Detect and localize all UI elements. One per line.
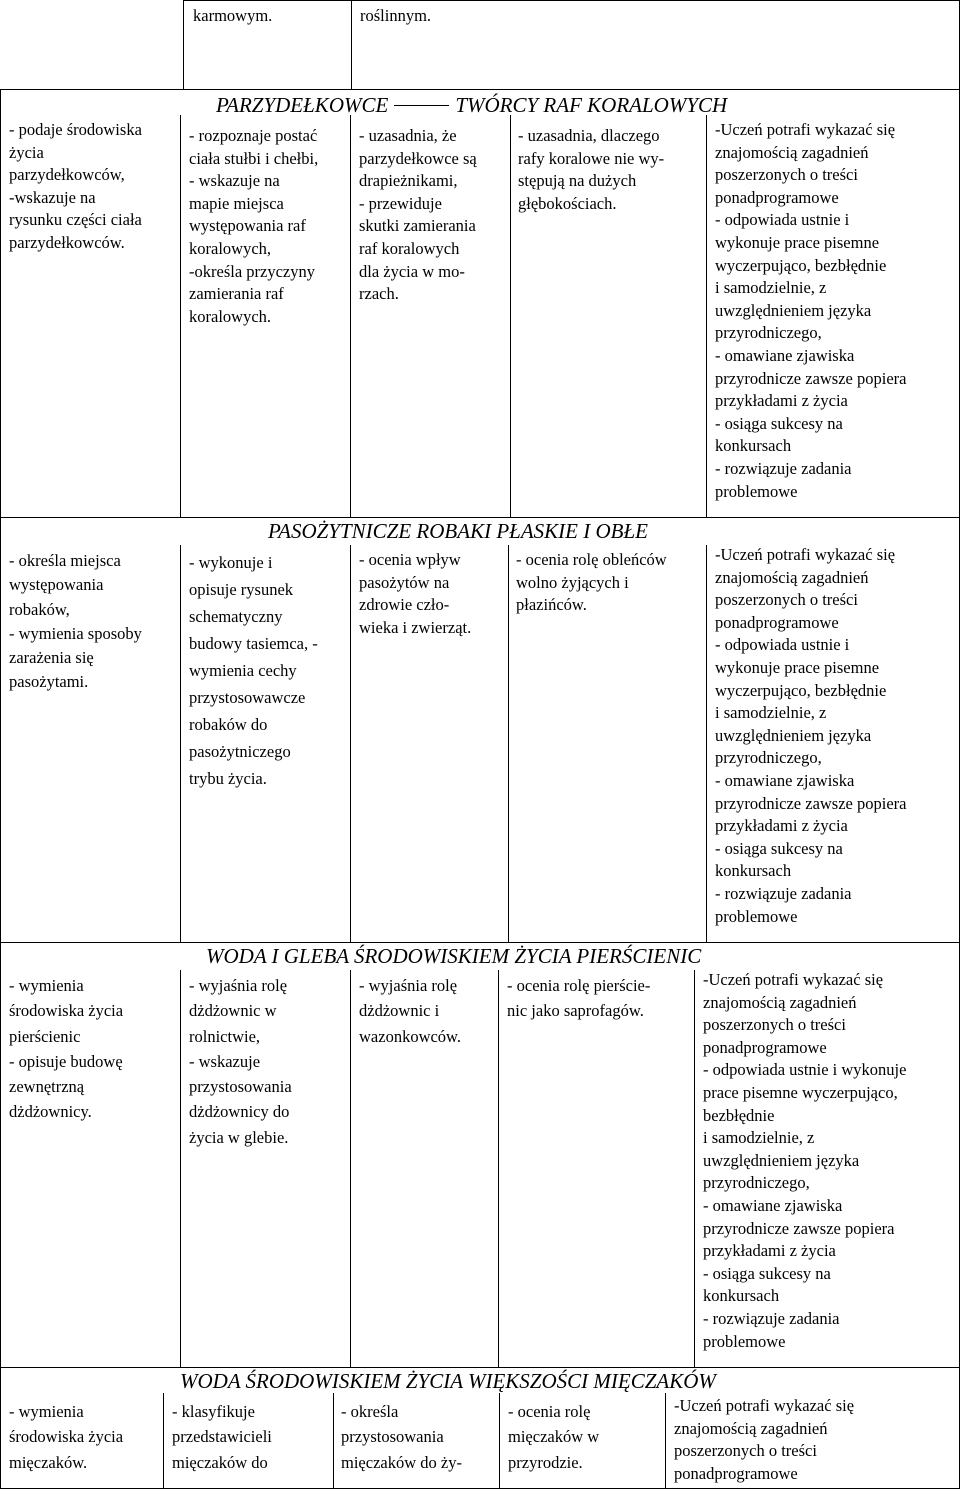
table-cell: [516, 549, 667, 617]
cell-line: - rozpoznaje postać: [189, 126, 318, 145]
table-cell: [359, 973, 461, 1049]
table-cell: [189, 973, 292, 1150]
cell-line: poszerzonych o treści: [674, 1441, 817, 1461]
cell-line: - wskazuje: [189, 1051, 261, 1071]
cell-line: - rozwiązuje zadania: [715, 883, 852, 903]
table-cell: [518, 125, 664, 215]
row-divider: [0, 942, 960, 943]
cell-line: - omawiane zjawiska: [715, 770, 855, 790]
table-cell: [674, 1395, 854, 1485]
row-divider: [0, 1367, 960, 1368]
cell-line: problemowe: [703, 1331, 786, 1351]
cell-line: znajomością zagadnień: [674, 1418, 828, 1438]
col-divider: [180, 970, 181, 1367]
table-cell: [703, 969, 906, 1353]
cell-line: - klasyfikuje: [172, 1402, 255, 1421]
row-divider: [183, 0, 960, 1]
cell-line: rysunku części ciała: [9, 210, 142, 230]
cell-line: - odpowiada ustnie i wykonuje: [703, 1060, 907, 1080]
cell-line: -Uczeń potrafi wykazać się: [715, 120, 896, 139]
cell-line: występowania: [9, 575, 104, 595]
cell-line: wykonuje prace pisemne: [715, 657, 880, 677]
cell-line: dla życia w mo-: [359, 261, 465, 281]
title-part-1: PARZYDEŁKOWCE: [216, 93, 389, 117]
cell-line: przystosowawcze: [189, 688, 306, 707]
cell-line: dżdżownicy do: [189, 1102, 290, 1122]
cell-line: życia: [9, 142, 44, 162]
cell-line: środowiska życia: [9, 1427, 124, 1447]
table-cell: [715, 544, 906, 928]
cell-line: przykładami z życia: [715, 816, 848, 836]
cell-line: - wymienia: [9, 1402, 84, 1421]
col-divider: [333, 1393, 334, 1489]
cell-line: - omawiane zjawiska: [703, 1195, 843, 1215]
cell-line: - ocenia rolę obleńców: [516, 550, 667, 569]
cell-line: -określa przyczyny: [189, 261, 315, 281]
cell-line: rolnictwie,: [189, 1026, 261, 1046]
cell-line: zamierania raf: [189, 284, 284, 304]
cell-line: prace pisemne wyczerpująco,: [703, 1082, 898, 1102]
cell-line: wyczerpująco, bezbłędnie: [715, 680, 887, 700]
cell-line: i samodzielnie, z: [703, 1128, 815, 1148]
table-cell: [507, 973, 650, 1024]
cell-line: - omawiane zjawiska: [715, 345, 855, 365]
col-divider: [350, 970, 351, 1367]
col-divider: [706, 115, 707, 517]
cell-line: - ocenia rolę pierście-: [507, 976, 651, 995]
col-divider: [183, 0, 184, 89]
col-divider: [350, 545, 351, 942]
cell-line: przedstawicieli: [172, 1427, 272, 1447]
cell-line: - opisuje budowę: [9, 1051, 123, 1071]
cell-line: - wykonuje i: [189, 553, 273, 572]
cell-line: - osiąga sukcesy na: [715, 413, 843, 433]
cell-line: mięczaków w: [508, 1427, 600, 1447]
outer-border-left: [0, 89, 1, 1489]
table-cell: [715, 119, 906, 503]
cell-line: przyrodniczego,: [703, 1173, 810, 1193]
cell-line: ciała stułbi i chełbi,: [189, 148, 319, 168]
cell-line: ponadprogramowe: [674, 1463, 798, 1483]
col-divider: [508, 545, 509, 942]
cell-line: -Uczeń potrafi wykazać się: [715, 545, 896, 564]
cell-line: -Uczeń potrafi wykazać się: [674, 1396, 855, 1415]
col-divider: [706, 545, 707, 942]
cell-line: przykładami z życia: [703, 1241, 836, 1261]
cell-line: uwzględnieniem języka: [715, 300, 872, 320]
cell-line: wieka i zwierząt.: [359, 617, 472, 637]
section-title-mieczaki: WODA ŚRODOWISKIEM ŻYCIA WIĘKSZOŚCI MIĘCZAKÓW: [180, 1369, 716, 1393]
cell-line: skutki zamierania: [359, 216, 476, 236]
cell-line: - określa miejsca: [9, 551, 121, 570]
cell-line: - ocenia wpływ: [359, 550, 461, 569]
section-title-parzydelkowce: [216, 93, 727, 117]
cell-line: dżdżownicy.: [9, 1102, 92, 1122]
table-cell: [189, 125, 318, 328]
cell-line: zdrowie czło-: [359, 595, 450, 615]
cell-line: - wskazuje na: [189, 171, 280, 191]
cell-line: konkursach: [715, 861, 792, 881]
cell-line: problemowe: [715, 481, 798, 501]
cell-line: - wymienia sposoby: [9, 623, 142, 643]
cell-line: koralowych.: [189, 306, 272, 326]
table-cell: [359, 549, 471, 639]
cell-line: głębokościach.: [518, 193, 617, 213]
top-cell-2: roślinnym.: [360, 6, 432, 25]
cell-line: przyrodniczego,: [715, 323, 822, 343]
cell-line: opisuje rysunek: [189, 580, 294, 599]
table-cell: [508, 1399, 599, 1475]
cell-line: - uzasadnia, że: [359, 126, 457, 145]
em-dash-line: [394, 105, 449, 106]
cell-line: - uzasadnia, dlaczego: [518, 126, 660, 145]
cell-line: rafy koralowe nie wy-: [518, 148, 665, 168]
cell-line: wyczerpująco, bezbłędnie: [715, 255, 887, 275]
cell-line: dżdżownic i: [359, 1001, 440, 1021]
cell-line: - wyjaśnia rolę: [189, 976, 288, 995]
cell-line: konkursach: [703, 1286, 780, 1306]
cell-line: -wskazuje na: [9, 187, 96, 207]
cell-line: mięczaków.: [9, 1452, 88, 1472]
section-title-robaki: PASOŻYTNICZE ROBAKI PŁASKIE I OBŁE: [268, 519, 648, 543]
cell-line: -Uczeń potrafi wykazać się: [703, 970, 884, 989]
cell-line: przykładami z życia: [715, 391, 848, 411]
cell-line: poszerzonych o treści: [715, 165, 858, 185]
cell-line: - rozwiązuje zadania: [715, 458, 852, 478]
col-divider: [163, 1393, 164, 1489]
cell-line: koralowych,: [189, 238, 272, 258]
cell-line: wymienia cechy: [189, 661, 297, 680]
cell-line: parzydełkowców,: [9, 165, 125, 185]
cell-line: drapieżnikami,: [359, 171, 458, 191]
cell-line: budowy tasiemca, -: [189, 634, 318, 653]
cell-line: - wymienia: [9, 976, 84, 995]
cell-line: płazińców.: [516, 595, 587, 615]
col-divider: [351, 0, 352, 89]
cell-line: rzach.: [359, 284, 399, 304]
cell-line: i samodzielnie, z: [715, 278, 827, 298]
cell-line: problemowe: [715, 906, 798, 926]
cell-line: przyrodnicze zawsze popiera: [715, 793, 907, 813]
cell-line: ponadprogramowe: [715, 612, 839, 632]
cell-line: - rozwiązuje zadania: [703, 1308, 840, 1328]
cell-line: - podaje środowiska: [9, 120, 142, 139]
cell-line: przyrodzie.: [508, 1452, 583, 1472]
cell-line: uwzględnieniem języka: [715, 725, 872, 745]
table-cell: [9, 1399, 123, 1475]
table-cell: [341, 1399, 462, 1475]
cell-line: przyrodnicze zawsze popiera: [703, 1218, 895, 1238]
cell-line: parzydełkowców.: [9, 232, 125, 252]
cell-line: pasożytniczego: [189, 742, 291, 761]
top-cell-1: karmowym.: [193, 6, 273, 25]
table-cell: [172, 1399, 272, 1475]
cell-line: zarażenia się: [9, 648, 94, 668]
cell-line: środowiska życia: [9, 1001, 124, 1021]
cell-line: pasożytami.: [9, 672, 89, 692]
col-divider: [350, 115, 351, 517]
cell-line: przystosowania: [189, 1077, 292, 1097]
table-cell: [359, 125, 477, 306]
cell-line: przyrodnicze zawsze popiera: [715, 368, 907, 388]
cell-line: mapie miejsca: [189, 193, 284, 213]
table-cell: [9, 549, 142, 695]
table-cell: [9, 973, 123, 1125]
cell-line: - osiąga sukcesy na: [703, 1263, 831, 1283]
cell-line: znajomością zagadnień: [715, 567, 869, 587]
cell-line: - wyjaśnia rolę: [359, 976, 458, 995]
cell-line: przystosowania: [341, 1427, 444, 1447]
cell-line: ponadprogramowe: [703, 1037, 827, 1057]
cell-line: przyrodniczego,: [715, 748, 822, 768]
cell-line: schematyczny: [189, 607, 283, 626]
cell-line: występowania raf: [189, 216, 306, 236]
cell-line: - ocenia rolę: [508, 1402, 591, 1421]
cell-line: poszerzonych o treści: [703, 1015, 846, 1035]
table-cell: [9, 119, 142, 255]
col-divider: [498, 970, 499, 1367]
cell-line: pierścienic: [9, 1026, 81, 1046]
col-divider: [180, 545, 181, 942]
table-cell: [189, 549, 318, 792]
title-part-2: TWÓRCY RAF KORALOWYCH: [455, 93, 728, 117]
cell-line: wykonuje prace pisemne: [715, 232, 880, 252]
col-divider: [499, 1393, 500, 1489]
cell-line: konkursach: [715, 436, 792, 456]
cell-line: - odpowiada ustnie i: [715, 210, 850, 230]
cell-line: mięczaków do: [172, 1452, 268, 1472]
col-divider: [665, 1393, 666, 1489]
cell-line: robaków,: [9, 599, 70, 619]
cell-line: i samodzielnie, z: [715, 703, 827, 723]
cell-line: robaków do: [189, 715, 268, 734]
col-divider: [694, 970, 695, 1367]
cell-line: znajomością zagadnień: [715, 142, 869, 162]
row-divider: [0, 89, 960, 90]
cell-line: ponadprogramowe: [715, 187, 839, 207]
cell-line: wazonkowców.: [359, 1026, 462, 1046]
cell-line: poszerzonych o treści: [715, 590, 858, 610]
cell-line: nic jako saprofagów.: [507, 1001, 644, 1021]
cell-line: uwzględnieniem języka: [703, 1150, 860, 1170]
cell-line: raf koralowych: [359, 238, 460, 258]
cell-line: trybu życia.: [189, 769, 267, 788]
cell-line: życia w glebie.: [189, 1127, 289, 1147]
cell-line: parzydełkowce są: [359, 148, 477, 168]
col-divider: [510, 115, 511, 517]
cell-line: stępują na dużych: [518, 171, 637, 191]
cell-line: wolno żyjących i: [516, 572, 629, 592]
cell-line: pasożytów na: [359, 572, 450, 592]
cell-line: znajomością zagadnień: [703, 992, 857, 1012]
col-divider: [180, 115, 181, 517]
row-divider: [0, 517, 960, 518]
cell-line: - przewiduje: [359, 193, 442, 213]
cell-line: dżdżownic w: [189, 1001, 277, 1021]
cell-line: - określa: [341, 1402, 399, 1421]
cell-line: bezbłędnie: [703, 1105, 775, 1125]
cell-line: mięczaków do ży-: [341, 1452, 462, 1472]
section-title-pierscienice: WODA I GLEBA ŚRODOWISKIEM ŻYCIA PIERŚCIENIC: [206, 944, 702, 968]
cell-line: - osiąga sukcesy na: [715, 838, 843, 858]
cell-line: zewnętrzną: [9, 1077, 85, 1097]
cell-line: - odpowiada ustnie i: [715, 635, 850, 655]
